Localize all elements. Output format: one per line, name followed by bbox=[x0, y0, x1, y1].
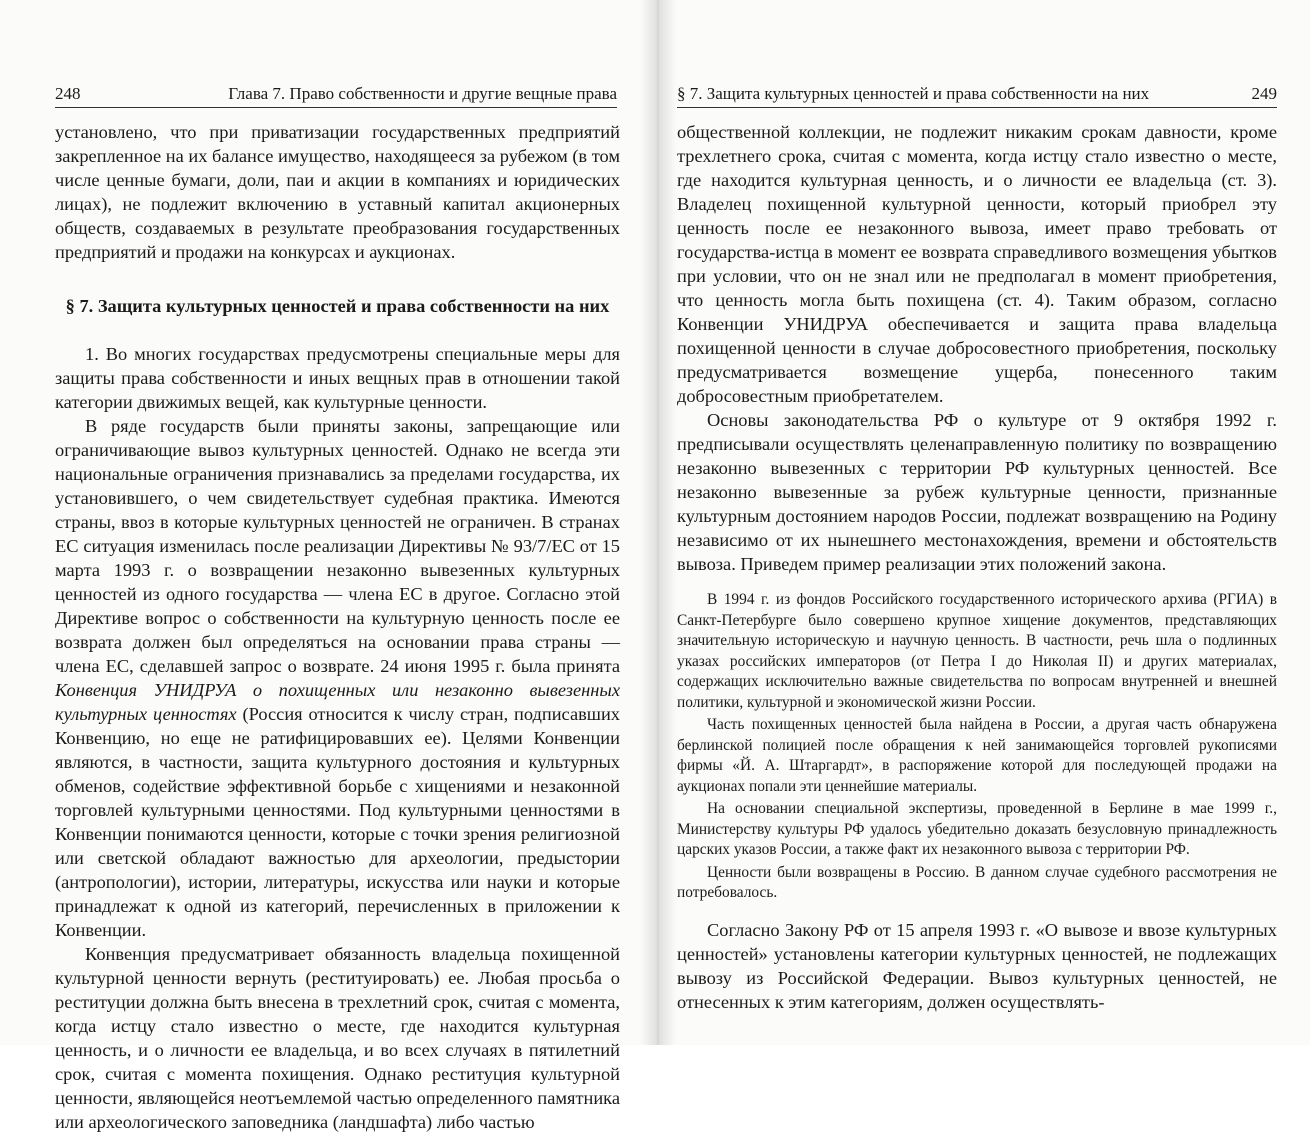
right-page-header bbox=[677, 84, 1277, 108]
section-title: § 7. Защита культурных ценностей и права собственности на них bbox=[65, 296, 610, 316]
example-block bbox=[677, 590, 1277, 904]
example-paragraph: На основании специальной экспертизы, проведенной в Берлине в мае 1999 г., Министерству культуры РФ удалось убедительно доказать безусловную принадлежность царских указов России, а также факт их незаконного вывоза с территории РФ. bbox=[677, 800, 1277, 858]
paragraph: общественной коллекции, не подлежит никаким срокам давности, кроме трехлетнего срока, считая с момента, когда истцу стало известно о месте, где находится культурная ценность, и о личности ее владельца (ст. 3). Владелец похищенной культурной ценности, который приобрел эту ценность после ее незаконного вывоза, имеет право требовать от государства-истца в момент ее возврата справедливого возмещения убытков при условии, что он не знал или не предполагал в момент приобретения, что ценность могла быть похищена (ст. 4). Таким образом, согласно Конвенции УНИДРУА обеспечивается и защита права владельца похищенной ценности в случае добросовестного приобретения, поскольку предусматривается возмещение ущерба, понесенного таким добросовестным приобретателем. bbox=[677, 122, 1277, 406]
example-paragraph: В 1994 г. из фондов Российского государственного исторического архива (РГИА) в Санкт-Петербурге было совершено крупное хищение документов, представляющих значительную историческую и научную ценность. В частности, речь шла о подлинных указах российских императоров (от Петра I до Николая II) и других материалах, содержащих исключительно важные свидетельства по вопросам внутренней и внешней политики, культурной и экономической жизни России. bbox=[677, 591, 1277, 711]
paragraph: Конвенция предусматривает обязанность владельца похищенной культурной ценности вернуть (реституировать) ее. Любая просьба о реституции должна быть внесена в трехлетний срок, считая с момента, когда истцу стало известно о месте, где находится культурная ценность, и о личности ее владельца, и во всех случаях в пятилетний срок, считая с момента похищения. Однако реституция культурной ценности, являющейся неотъемлемой частью определенного памятника или археологического заповедника (ландшафта) либо частью bbox=[55, 944, 620, 1132]
paragraph-text: (Россия относится к числу стран, подписавших Конвенцию, но еще не ратифицировавших ее). Целями Конвенции являются, в частности, защита культурного достояния и культурных обменов, содействие эффективной борьбе с хищениями и незаконной торговлей культурными ценностями. Под культурными ценностями в Конвенции понимаются ценности, которые с точки зрения религиозной или светской обладают важностью для археологии, предыстории (антропологии), истории, литературы, искусства или науки и которые принадлежат к одной из категорий, перечисленных в приложении к Конвенции. bbox=[55, 704, 620, 940]
right-page-body bbox=[677, 120, 1277, 1014]
example-paragraph: Ценности были возвращены в Россию. В данном случае судебного рассмотрения не потребовалось. bbox=[677, 863, 1277, 901]
paragraph: Основы законодательства РФ о культуре от 9 октября 1992 г. предписывали осуществлять целенаправленную политику по возвращению незаконно вывезенных с территории РФ культурных ценностей. Все незаконно вывезенные за рубеж культурные ценности, признанные культурным достоянием народов России, подлежат возвращению на Родину независимо от их нынешнего местонахождения, времени и обстоятельств вывоза. Приведем пример реализации этих положений закона. bbox=[677, 410, 1277, 574]
page-number: 249 bbox=[1251, 84, 1277, 103]
example-paragraph: Часть похищенных ценностей была найдена в России, а другая часть обнаружена берлинской полицией после обращения к ней занимающейся торговлей рукописями фирмы «Й. А. Штаргардт», в распоряжение которой для последующей продажи на аукционах попали эти ценнейшие материалы. bbox=[677, 716, 1277, 795]
paragraph: 1. Во многих государствах предусмотрены специальные меры для защиты права собственности и иных вещных прав в отношении такой категории движимых вещей, как культурные ценности. bbox=[55, 344, 620, 412]
page-number: 248 bbox=[55, 84, 81, 103]
paragraph bbox=[55, 414, 620, 942]
convention-title: Конвенция УНИДРУА о похищенных или незаконно вывезенных культурных ценностях bbox=[55, 680, 620, 724]
right-page bbox=[655, 0, 1310, 1045]
paragraph: установлено, что при приватизации государственных предприятий закрепленное на их балансе имущество, находящееся за рубежом (в том числе ценные бумаги, доли, паи и акции в компаниях и юридических лицах), не подлежит включению в уставный капитал акционерных обществ, создаваемых в результате преобразования государственных предприятий и продажи на конкурсах и аукционах. bbox=[55, 122, 620, 262]
left-page bbox=[0, 0, 655, 1132]
running-head: § 7. Защита культурных ценностей и права собственности на них bbox=[677, 84, 1150, 103]
running-head: Глава 7. Право собственности и другие вещные права bbox=[228, 84, 617, 103]
book-gutter bbox=[640, 0, 676, 1045]
left-page-body bbox=[55, 120, 620, 1134]
left-page-header bbox=[55, 84, 617, 108]
paragraph: Согласно Закону РФ от 15 апреля 1993 г. «О вывозе и ввозе культурных ценностей» установлены категории культурных ценностей, не подлежащих вывозу из Российской Федерации. Вывоз культурных ценностей, не отнесенных к этим категориям, должен осуществлять- bbox=[677, 919, 1277, 1012]
paragraph-text: В ряде государств были приняты законы, запрещающие или ограничивающие вывоз культурных ценностей. Однако не всегда эти национальные ограничения признавались за пределами государства, их установившего, о чем свидетельствует судебная практика. Имеются страны, ввоз в которые культурных ценностей не ограничен. В странах ЕС ситуация изменилась после реализации Директивы № 93/7/ЕС от 15 марта 1993 г. о возвращении незаконно вывезенных культурных ценностей из одного государства — члена ЕС в другое. Согласно этой Директиве вопрос о собственности на культурную ценность после ее возврата должен был определяться на основании права страны — члена ЕС, сделавшей запрос о возврате. 24 июня 1995 г. была принята bbox=[55, 416, 620, 676]
